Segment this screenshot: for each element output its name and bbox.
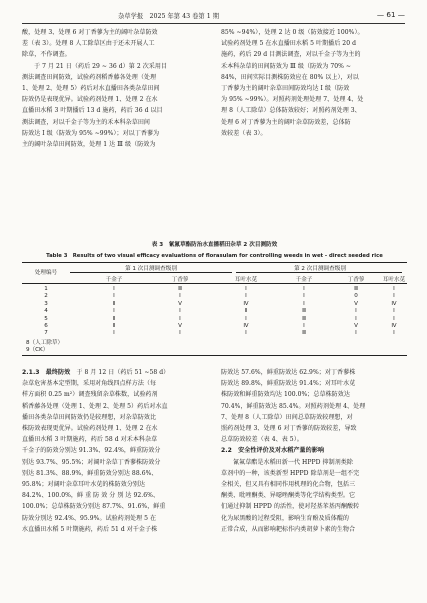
text-line: 理 8（人工除草）总体防效较好；对照药剂处理 3、 [221, 107, 361, 115]
text-line: 70.4%，鲜重防效达 85.4%。对照药剂处理 4、处理 [221, 402, 366, 410]
table-caption-cn: 表 3 氰氟草酯防治水直播稻田杂草 2 次目测防效 [151, 242, 278, 248]
table-cell: I [393, 330, 395, 337]
efficacy-table [22, 262, 407, 357]
table-cell: I [179, 330, 181, 337]
text-line: 防效仍是表现优异。试验药剂处理 1、处理 2 在水 [22, 96, 158, 104]
bottom-right-column [221, 367, 407, 535]
text-line: 丁香蓼为主的阔叶杂草田间防效均达 I 级（防效 [221, 85, 350, 93]
table-cell: V [354, 300, 358, 307]
text-line: 别达 81.3%、88.9%，鲜重防效分别达 88.6%、 [22, 469, 158, 477]
table-cell: I [245, 286, 247, 292]
table-cell: I [113, 293, 115, 300]
text-line: 株防效和鲜重防效均达 100.0%；总草株防效达 [221, 391, 350, 399]
top-right-column [221, 27, 407, 139]
table-cell: Ⅲ [302, 315, 306, 322]
table-rule [22, 283, 407, 284]
text-line: 水直播田水稻 5 叶期施药，药后 51 d 对千金子株 [22, 525, 158, 533]
text-line: 1、处理 2、处理 5）药后对水直播田各类杂草田间 [22, 85, 160, 93]
text-line: 主的阔叶杂草田间防效，处理 1 达 Ⅲ 级（防效为 [22, 141, 156, 149]
table-cell: Ⅱ [112, 323, 116, 329]
table-caption-en: Table 3 Results of two visual efficacy evaluations of florasulam for controlling weeds in wet - direct seeded rice [46, 253, 383, 259]
table-cell: I [393, 286, 395, 292]
text-line: 84.2%、100.0%，鲜 重 防 效 分 别 达 92.6%、 [22, 492, 160, 500]
column-header: 丁香蓼 [171, 277, 189, 283]
treatment-header: 处理编号 [34, 270, 58, 276]
table-cell: V [178, 300, 182, 307]
table-cell: I [113, 330, 115, 337]
text-line: 84%，田间实际目测株防效应在 80% 以上），对以 [221, 73, 359, 81]
text-line: 们通过抑制 HPPD 的活性，使对羟基苯基丙酮酸转 [221, 503, 360, 511]
table-cell: V [354, 323, 358, 329]
table-cell: Ⅱ [112, 300, 116, 307]
text-line: 直播田水稻 3 叶期施药，药后 58 d 对禾本科杂草 [22, 436, 158, 444]
table-cell: Ⅳ [391, 300, 397, 307]
text-line [221, 445, 407, 456]
text-line: 测法调查田间防效，试验药剂稻香藤各处理（处理 [22, 73, 157, 81]
table-cell: I [179, 293, 181, 300]
text-line: 杂草危害基本定型期，采用对角线四点样方法（每 [22, 380, 157, 388]
text-line: 除草，不作调查。 [22, 51, 71, 59]
table-cell: I [179, 308, 181, 315]
column-header: 千金子 [295, 277, 313, 283]
text-line: 差（表 3）。处理 8 人工除草区由于还未开展人工 [22, 40, 155, 48]
text-line: 防效达 89.8%，鲜重防效达 91.4%；对耳叶水苋 [221, 380, 356, 388]
table-cell: I [179, 315, 181, 322]
table-cell: I [355, 315, 357, 322]
table-cell: I [355, 308, 357, 315]
table-cell: I [303, 323, 305, 329]
text-line: 酮类、吡唑酮类、异噁唑酮类等化学结构类型。它 [221, 492, 356, 500]
text-line: 于 7 月 21 日（药后 29 ~ 36 d）第 2 次采用目 [34, 62, 168, 70]
table-cell: Ⅳ [243, 323, 249, 329]
table-cell: I [303, 286, 305, 292]
bottom-left-column [22, 367, 208, 535]
table-cell: Ⅲ [302, 308, 306, 315]
text-line: 千金子的防效分别达 91.3%、92.4%，鲜重防效分 [22, 447, 161, 455]
text-line: 禾本科杂草的田间防效为 Ⅲ 级（防效为 70% ~ [221, 62, 352, 70]
group-header-1: 第 1 次目测调查级别 [125, 266, 177, 272]
text-line: 总草防效较差（表 4、表 5）。 [221, 436, 303, 444]
table-rule [22, 355, 407, 356]
section-heading: 2.1.3 最终防效 [22, 369, 71, 376]
section-heading: 2.2 安全性评价及对水稻产量的影响 [221, 447, 325, 455]
journal-name: 杂草学报 2025 年第 43 卷第 1 期 [118, 13, 220, 20]
text-line: 株防效表现更优异。试验药剂处理 1、处理 2 在水 [22, 425, 158, 433]
text-line: 施药，药后 29 d 目测法调查，对以千金子等为主的 [221, 51, 361, 59]
text-line: 稻香藤各处理（处理 1、处理 2、处理 5）药后对水直 [22, 402, 168, 410]
table-cell: Ⅲ [354, 286, 358, 292]
table-cell: Ⅲ [302, 330, 306, 337]
table-cell: I [245, 330, 247, 337]
top-left-column [22, 27, 208, 150]
table-cell: I [393, 293, 395, 300]
text-line: 照药剂处理 3、处理 6 对丁香蓼的防效较差，导致 [221, 425, 357, 433]
table-cell: I [355, 330, 357, 337]
table-cell: I [245, 293, 247, 300]
table-cell: I [393, 308, 395, 315]
text-line: 草剂中的一种，该类新型 HPPD 除草剂是一组不完 [221, 469, 360, 477]
text-line: 酸，处理 3、处理 6 对丁香蓼为主的阔叶杂草防效 [22, 29, 158, 36]
text-line: 全相关，但又具有相同作用机理的化合物，包括三 [221, 481, 356, 489]
text-line: 测法调查，对以千金子等为主的禾本科杂草田间 [22, 118, 151, 126]
text-line: 7、处理 8（人工除草）田间总草防效较理想，对 [221, 413, 353, 421]
text-line: 播田各类杂草田间防效仍是较理想，对杂草防效比 [22, 413, 157, 421]
row-id: 6 [44, 323, 48, 329]
text-line: 100.0%；总草株防效分别达 87.7%、91.6%，鲜重 [22, 503, 166, 511]
text-line: 防效达 I 级（防效为 95% ~99%）；对以丁香蓼为 [22, 129, 160, 137]
text-line: 直播田水稻 3 叶期播后 13 d 施药，药后 36 d 以目 [22, 107, 163, 115]
text-line: 2.1.3 最终防效 于 8 月 12 日（药后 51 ~58 d） [22, 369, 170, 376]
text-line: 别达 93.7%、95.5%；对阔叶杂草丁香蓼株防效分 [22, 458, 161, 466]
text-line: 防效达 57.6%，鲜重防效达 62.9%；对丁香蓼株 [221, 369, 356, 376]
text-line: 化为尿黑酸的过程受阻，影响生育酚及质体醌的 [221, 514, 350, 522]
column-header: 耳叶水苋 [234, 277, 258, 283]
column-header: 千金子 [105, 277, 123, 283]
row-id: 7 [44, 330, 48, 337]
row-id: 9（CK） [26, 347, 49, 354]
table-cell: I [113, 286, 115, 292]
row-id: 5 [44, 315, 48, 322]
row-id: 4 [44, 308, 48, 315]
running-header [22, 11, 405, 24]
row-id: 8（人工除草） [26, 339, 64, 346]
table-cell: I [303, 300, 305, 307]
table-cell: Ⅱ [244, 308, 248, 315]
row-id: 2 [44, 293, 48, 300]
column-header: 丁香蓼 [347, 277, 365, 283]
text-line: 试验药剂处理 5 在水直播田水稻 5 叶期播后 20 d [221, 40, 356, 48]
table-cell: I [113, 308, 115, 315]
group-header-2: 第 2 次目测调查级别 [294, 266, 346, 272]
text-line: 正常合成，从而影响耙标作内类胡萝卜素的生物合 [221, 525, 356, 533]
table-cell: I [245, 315, 247, 322]
text-line: 处理 6 对丁香蓼为主的阔叶杂草防效差，总体防 [221, 118, 351, 126]
column-header: 耳叶水苋 [382, 277, 406, 283]
page-number: — 61 — [376, 10, 405, 19]
table-cell: 0 [354, 293, 358, 300]
row-id: 3 [44, 300, 48, 307]
text-line: 为 95% ~99%）。对照药剂处理处理 7、处理 4、处 [221, 96, 364, 104]
table-cell: V [178, 323, 182, 329]
text-line: 样方面积 0.25 m²）调查残留杂草株数，试验药剂 [22, 391, 158, 399]
table-rule [22, 262, 407, 263]
table-cell: Ⅳ [243, 300, 249, 307]
table-cell: Ⅲ [178, 286, 182, 292]
text-line: 防效分别达 92.4%、95.9%。试验药剂处理 5 在 [22, 514, 157, 522]
table-cell: Ⅱ [112, 315, 116, 322]
text-line: 氰氟草酯是水稻田新一代 HPPD 抑制剂类除 [233, 458, 353, 466]
table-rule [70, 272, 232, 273]
row-id: 1 [44, 286, 48, 292]
text-line: 95.8%；对阔叶杂草耳叶水苋的株防效分别达 [22, 481, 146, 489]
table-cell: I [303, 293, 305, 300]
text-line: 85% ~94%），处理 2 达 0 级（防效接近 100%）。 [221, 29, 364, 36]
table-cell: I [393, 315, 395, 322]
text-line: 效较差（表 3）。 [221, 129, 267, 137]
table-rule [236, 272, 402, 273]
table-cell: Ⅳ [391, 323, 397, 329]
